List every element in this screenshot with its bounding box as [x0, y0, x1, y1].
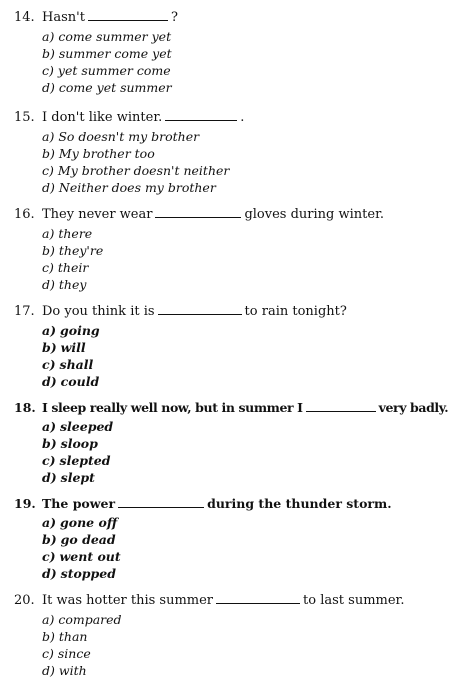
question-text-after: gloves during winter.: [244, 207, 384, 222]
question-text-after: ?: [170, 10, 178, 25]
option-a: [0, 418, 460, 435]
option-letter: d): [42, 180, 55, 195]
question-text-after: during the thunder storm.: [207, 496, 392, 511]
option-d: [0, 662, 460, 679]
option-d: [0, 79, 460, 96]
option-b: [0, 531, 460, 548]
option-letter: a): [42, 323, 57, 338]
option-text: summer come yet: [58, 46, 172, 61]
option-text: My brother too: [58, 146, 155, 161]
option-d: [0, 179, 460, 196]
answer-blank: [165, 108, 237, 121]
question-stem: [0, 494, 460, 514]
option-letter: d): [42, 277, 55, 292]
option-letter: b): [42, 243, 55, 258]
option-d: [0, 469, 460, 486]
options-list: [0, 514, 460, 582]
option-letter: b): [42, 629, 55, 644]
option-a: [0, 128, 460, 145]
options-list: [0, 418, 460, 486]
question-text-before: The power: [42, 496, 116, 511]
option-a: [0, 514, 460, 531]
option-text: slepted: [59, 453, 111, 468]
option-letter: a): [42, 515, 57, 530]
option-letter: b): [42, 46, 55, 61]
question-number: 18.: [14, 400, 36, 415]
question-16: [0, 205, 460, 293]
option-text: could: [60, 374, 100, 389]
option-text: yet summer come: [57, 63, 171, 78]
question-number: 16.: [14, 207, 35, 222]
option-b: [0, 339, 460, 356]
option-a: [0, 28, 460, 45]
option-letter: a): [42, 129, 55, 144]
option-text: come yet summer: [58, 80, 172, 95]
option-text: My brother doesn't neither: [57, 163, 230, 178]
option-letter: c): [42, 549, 56, 564]
option-b: [0, 45, 460, 62]
option-text: come summer yet: [58, 29, 172, 44]
option-d: [0, 276, 460, 293]
option-a: [0, 611, 460, 628]
option-text: with: [58, 663, 87, 678]
question-text-after: to rain tonight?: [244, 304, 347, 319]
option-b: [0, 242, 460, 259]
question-text: [42, 302, 347, 322]
option-d: [0, 565, 460, 582]
question-text: [42, 205, 384, 225]
option-text: they: [58, 277, 87, 292]
option-letter: c): [42, 646, 54, 661]
option-letter: d): [42, 470, 57, 485]
options-list: [0, 322, 460, 390]
option-letter: c): [42, 260, 54, 275]
question-stem: [0, 108, 460, 128]
option-text: Neither does my brother: [58, 180, 216, 195]
question-text-before: I don't like winter.: [42, 110, 163, 125]
question-text-after: to last summer.: [303, 593, 405, 608]
question-text-before: Do you think it is: [42, 304, 155, 319]
option-letter: a): [42, 419, 57, 434]
question-number: 17.: [14, 304, 35, 319]
option-text: there: [58, 226, 93, 241]
answer-blank: [155, 205, 241, 218]
option-text: gone off: [60, 515, 118, 530]
option-c: [0, 452, 460, 469]
option-letter: a): [42, 29, 55, 44]
option-text: go dead: [60, 532, 116, 547]
question-number: 20.: [14, 593, 35, 608]
option-text: stopped: [60, 566, 116, 581]
option-text: sleeped: [60, 419, 114, 434]
option-text: slept: [60, 470, 95, 485]
option-letter: b): [42, 340, 57, 355]
question-number: 14.: [14, 10, 35, 25]
option-c: [0, 356, 460, 373]
question-text-before: Hasn't: [42, 10, 85, 25]
question-text: [42, 591, 404, 611]
answer-blank: [306, 399, 376, 412]
option-text: So doesn't my brother: [58, 129, 200, 144]
question-stem: [0, 302, 460, 322]
question-20: [0, 591, 460, 679]
option-c: [0, 162, 460, 179]
options-list: [0, 28, 460, 96]
question-text: [42, 8, 178, 28]
option-letter: a): [42, 226, 55, 241]
option-letter: b): [42, 436, 57, 451]
option-letter: d): [42, 374, 57, 389]
option-letter: c): [42, 357, 56, 372]
option-text: going: [60, 323, 100, 338]
option-letter: c): [42, 63, 54, 78]
option-text: they're: [58, 243, 104, 258]
option-a: [0, 225, 460, 242]
question-text-before: I sleep really well now, but in summer I: [42, 400, 303, 415]
option-letter: d): [42, 80, 55, 95]
question-text-after: .: [240, 110, 245, 125]
option-b: [0, 628, 460, 645]
option-c: [0, 259, 460, 276]
option-d: [0, 373, 460, 390]
option-text: shall: [59, 357, 94, 372]
option-letter: b): [42, 146, 55, 161]
options-list: [0, 611, 460, 679]
option-b: [0, 435, 460, 452]
option-letter: c): [42, 453, 56, 468]
question-text: [42, 398, 448, 418]
option-c: [0, 62, 460, 79]
question-stem: [0, 8, 460, 28]
question-17: [0, 302, 460, 390]
question-number: 15.: [14, 110, 35, 125]
answer-blank: [88, 8, 168, 21]
option-b: [0, 145, 460, 162]
option-c: [0, 645, 460, 662]
question-text: [42, 108, 244, 128]
question-14: [0, 8, 460, 96]
option-a: [0, 322, 460, 339]
options-list: [0, 128, 460, 196]
answer-blank: [216, 591, 300, 604]
answer-blank: [158, 302, 242, 315]
option-text: sloop: [60, 436, 98, 451]
option-letter: d): [42, 566, 57, 581]
question-text-after: very badly.: [378, 400, 449, 415]
option-text: since: [57, 646, 91, 661]
answer-blank: [118, 495, 204, 508]
question-text: [42, 494, 392, 514]
option-text: went out: [59, 549, 121, 564]
options-list: [0, 225, 460, 293]
question-15: [0, 108, 460, 196]
option-text: their: [57, 260, 89, 275]
option-c: [0, 548, 460, 565]
option-text: than: [58, 629, 88, 644]
question-18: [0, 398, 460, 486]
question-number: 19.: [14, 496, 36, 511]
option-text: will: [60, 340, 86, 355]
question-stem: [0, 591, 460, 611]
option-letter: c): [42, 163, 54, 178]
question-stem: [0, 205, 460, 225]
option-letter: b): [42, 532, 57, 547]
question-19: [0, 494, 460, 582]
question-text-before: It was hotter this summer: [42, 593, 214, 608]
option-letter: d): [42, 663, 55, 678]
option-text: compared: [58, 612, 122, 627]
question-stem: [0, 398, 460, 418]
option-letter: a): [42, 612, 55, 627]
question-text-before: They never wear: [42, 207, 153, 222]
